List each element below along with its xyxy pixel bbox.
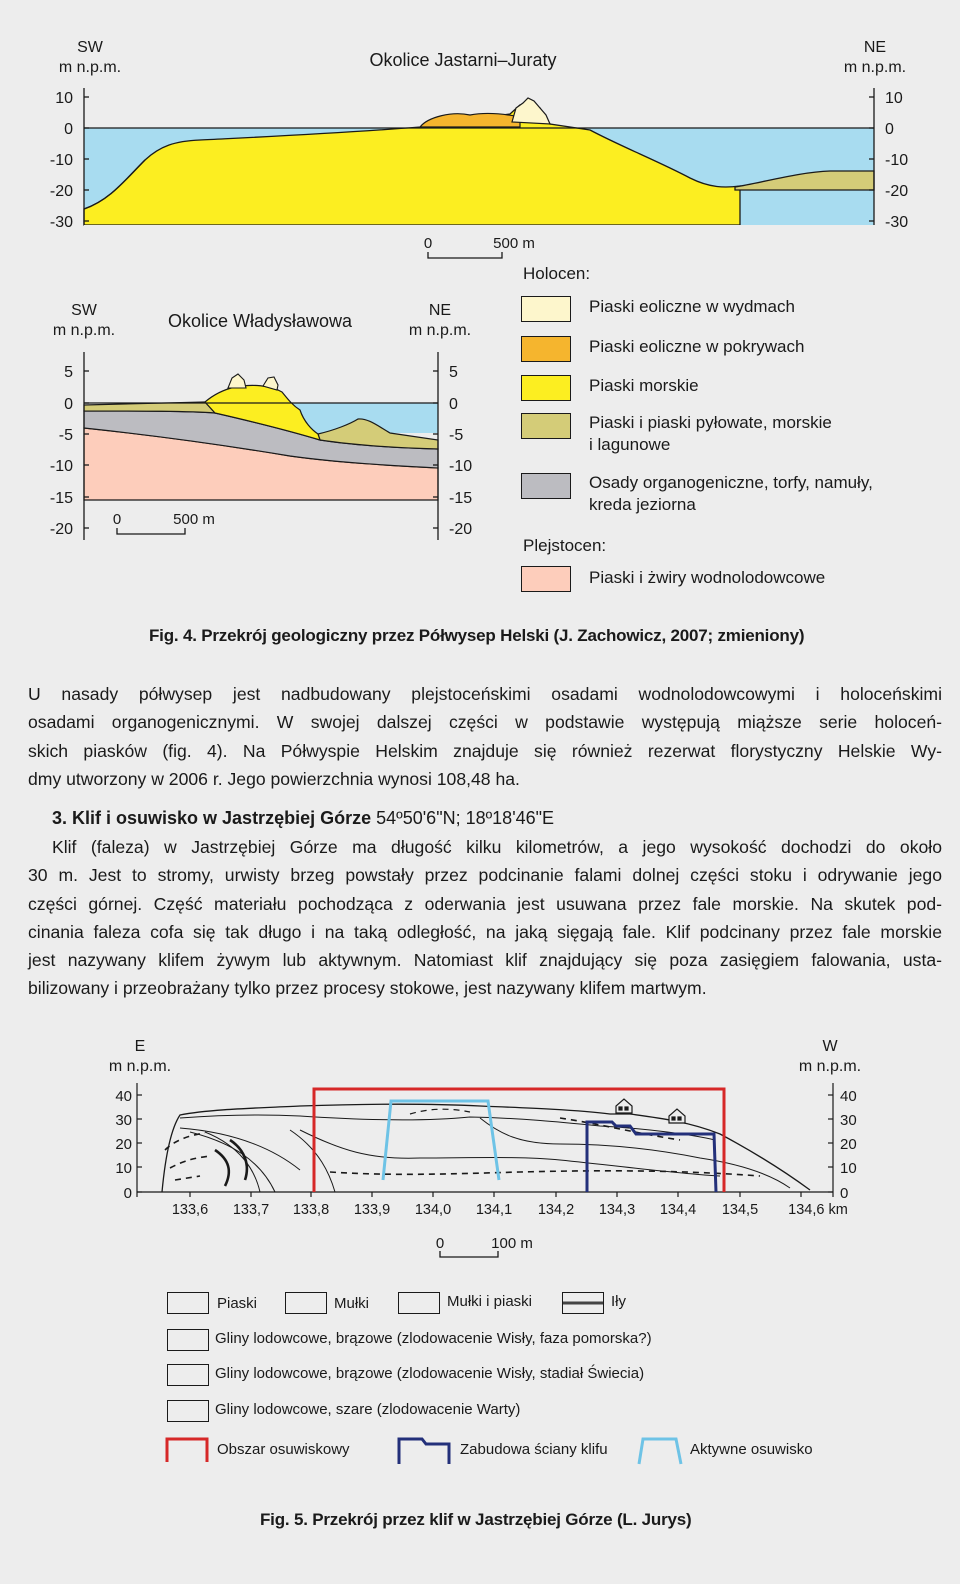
svg-text:-20: -20 (885, 183, 909, 200)
legend-piaski: Piaski (217, 1295, 258, 1312)
top-scale-len: 500 m (493, 235, 535, 252)
legend-ily: Iły (611, 1293, 626, 1310)
svg-text:133,9: 133,9 (353, 1202, 391, 1218)
svg-text:20: 20 (115, 1136, 132, 1153)
svg-text:10: 10 (885, 90, 903, 107)
active-landslide-outline (383, 1101, 499, 1180)
legend-swatch-lagoon-sand (521, 413, 571, 439)
top-left-unit: m n.p.m. (58, 59, 122, 76)
swatch-obszar (164, 1436, 210, 1464)
bottom-title: Okolice Władysławowa (167, 311, 353, 331)
bottom-right-dir: NE (428, 302, 452, 319)
svg-text:134,0: 134,0 (414, 1202, 452, 1218)
legend-cover-sand: Piaski eoliczne w pokrywach (589, 337, 805, 356)
fig5-scale-bar (440, 1251, 498, 1257)
svg-text:-20: -20 (49, 521, 73, 538)
svg-text:10: 10 (840, 1160, 857, 1177)
swatch-zabudowa (396, 1436, 452, 1466)
svg-text:133,6: 133,6 (171, 1202, 209, 1218)
svg-text:10: 10 (115, 1160, 132, 1177)
fig4-top-profile (0, 0, 960, 265)
legend-aktywne: Aktywne osuwisko (690, 1441, 813, 1458)
bottom-right-unit: m n.p.m. (408, 322, 472, 339)
legend-dune-sand: Piaski eoliczne w wydmach (589, 297, 795, 316)
fig4-bottom-profile (0, 265, 500, 555)
svg-text:-30: -30 (49, 214, 73, 231)
swatch-aktywne (636, 1436, 684, 1466)
svg-text:0: 0 (64, 121, 73, 138)
legend-swatch-organogenic (521, 473, 571, 499)
legend-marine-sand: Piaski morskie (589, 376, 699, 395)
paragraph-peninsula: U nasady półwysep jest nadbudowany plejstoceńskimi osadami wodnolodowcowymi i holoceńskimi osadami organogenicznymi. W swojej dalszej części w podstawie występują miąższe serie holoceń- skich piasków (fig. 4). Na Półwyspie Helskim znajduje się również rezerwat florystyczny Helskie Wy- dmy utworzony w 2006 r. Jego powierzchnia wynosi 108,48 ha. (28, 684, 942, 789)
legend-swatch-dune-sand (521, 296, 571, 322)
legend-lagoon-sand-1: Piaski i piaski pyłowate, morskie (589, 413, 832, 432)
section-heading (52, 808, 554, 829)
svg-text:20: 20 (840, 1136, 857, 1153)
svg-text:134,1: 134,1 (475, 1202, 513, 1218)
bottom-left-dir: SW (71, 302, 97, 319)
legend-swatch-glacifluvial (521, 566, 571, 592)
svg-text:0: 0 (840, 1185, 849, 1202)
svg-text:m n.p.m.: m n.p.m. (108, 1058, 172, 1075)
legend-organogenic-1: Osady organogeniczne, torfy, namuły, (589, 473, 873, 492)
svg-text:5: 5 (64, 364, 73, 381)
marine-sand (84, 105, 740, 225)
svg-text:134,3: 134,3 (598, 1202, 636, 1218)
top-scale-0: 0 (423, 235, 433, 252)
svg-text:0: 0 (64, 396, 73, 413)
svg-text:30: 30 (115, 1112, 132, 1129)
fig5-left-axis (137, 1083, 142, 1197)
top-left-dir: SW (77, 39, 103, 56)
legend-organogenic-2: kreda jeziorna (589, 495, 696, 514)
svg-text:-15: -15 (49, 490, 73, 507)
svg-text:-15: -15 (449, 490, 473, 507)
top-right-dir: NE (863, 39, 887, 56)
dune-1 (228, 374, 246, 388)
svg-text:-10: -10 (49, 152, 73, 169)
svg-text:-30: -30 (885, 214, 909, 231)
svg-text:-10: -10 (449, 458, 473, 475)
swatch-mulki (285, 1292, 327, 1314)
svg-text:133,7: 133,7 (232, 1202, 270, 1218)
paragraph-cliff: Klif (faleza) w Jastrzębiej Górze ma długość kilku kilometrów, a jego wysokość dochodzi do około 30 m. Jest to stromy, urwisty brzeg powstały przez podcinanie falami dolnej części stoku i odrywanie jego części górnej. Część materiału pochodząca z oderwania jest usuwana przez fale morskie. Na skutek pod- cinania faleza cofa się tak długo i na taką odległość, na jaką sięgają fale. Klif podcinany przez fale morskie jest nazywany klifem żywym lub aktywnym. Natomiast klif znajdujący się poza zasięgiem falowania, usta- bilizowany i przeobrażany tylko przez procesy stokowe, jest nazywany klifem martwym. (28, 837, 942, 999)
legend-holocene-label: Holocen: (523, 264, 591, 283)
legend-swatch-cover-sand (521, 336, 571, 362)
svg-text:-5: -5 (58, 427, 73, 444)
km-tick-labels (172, 1202, 848, 1218)
bottom-left-unit: m n.p.m. (52, 322, 116, 339)
svg-text:0: 0 (123, 1185, 132, 1202)
svg-text:m n.p.m.: m n.p.m. (798, 1058, 862, 1075)
legend-glacifluvial: Piaski i żwiry wodnolodowcowe (589, 568, 826, 587)
svg-text:-10: -10 (49, 458, 73, 475)
fig5-scale-len: 100 m (491, 1235, 533, 1252)
top-right-unit: m n.p.m. (843, 59, 907, 76)
top-title: Okolice Jastarni–Juraty (369, 50, 557, 70)
bottom-scale-0: 0 (112, 511, 122, 528)
aeolian-cover-sand (420, 114, 520, 127)
swatch-gliny-3 (167, 1400, 209, 1422)
legend-gliny-1: Gliny lodowcowe, brązowe (zlodowacenie Wisły, faza pomorska?) (215, 1330, 652, 1347)
svg-text:-20: -20 (449, 521, 473, 538)
svg-text:133,8: 133,8 (292, 1202, 330, 1218)
svg-text:5: 5 (449, 364, 458, 381)
svg-text:W: W (822, 1038, 838, 1055)
svg-text:40: 40 (840, 1088, 857, 1105)
fig5-caption: Fig. 5. Przekrój przez klif w Jastrzębiej Górze (L. Jurys) (260, 1510, 692, 1529)
bottom-scale-len: 500 m (173, 511, 215, 528)
svg-text:-20: -20 (49, 183, 73, 200)
fig5-cliff-section (0, 1030, 960, 1280)
legend-mulki: Mułki (334, 1295, 370, 1312)
house-icon-2 (669, 1109, 685, 1123)
svg-text:0: 0 (885, 121, 894, 138)
svg-text:10: 10 (55, 90, 73, 107)
legend-pleistocene-label: Plejstocen: (523, 536, 607, 555)
svg-text:0: 0 (449, 396, 458, 413)
swatch-piaski (167, 1292, 209, 1314)
dune-sand (512, 98, 550, 124)
svg-text:134,5: 134,5 (721, 1202, 759, 1218)
svg-text:-10: -10 (885, 152, 909, 169)
svg-text:134,6 km: 134,6 km (788, 1202, 848, 1218)
section-coords: 54º50'6"N; 18º18'46"E (376, 808, 555, 828)
legend-lagoon-sand-2: i lagunowe (589, 435, 671, 454)
legend-gliny-2: Gliny lodowcowe, brązowe (zlodowacenie Wisły, stadiał Świecia) (215, 1365, 645, 1382)
swatch-mulki-piaski (398, 1292, 440, 1314)
legend-swatch-marine-sand (521, 375, 571, 401)
svg-text:40: 40 (115, 1088, 132, 1105)
legend-gliny-3: Gliny lodowcowe, szare (zlodowacenie Warty) (215, 1401, 521, 1418)
bottom-scale-bar (117, 528, 185, 534)
swatch-gliny-1 (167, 1329, 209, 1351)
swatch-gliny-2 (167, 1364, 209, 1386)
house-icon-1 (616, 1099, 632, 1113)
fig4-caption: Fig. 4. Przekrój geologiczny przez Półwysep Helski (J. Zachowicz, 2007; zmieniony) (149, 626, 805, 645)
svg-text:-5: -5 (449, 427, 464, 444)
lagoon-sand-left (84, 402, 215, 413)
svg-text:30: 30 (840, 1112, 857, 1129)
section-title: 3. Klif i osuwisko w Jastrzębiej Górze (52, 808, 372, 828)
legend-mulki-piaski: Mułki i piaski (447, 1293, 533, 1310)
fig5-right-axis (828, 1083, 833, 1197)
svg-text:134,4: 134,4 (659, 1202, 697, 1218)
svg-text:134,2: 134,2 (537, 1202, 575, 1218)
svg-text:E: E (134, 1038, 146, 1055)
legend-zabudowa: Zabudowa ściany klifu (460, 1441, 608, 1458)
legend-obszar: Obszar osuwiskowy (217, 1441, 350, 1458)
swatch-ily (562, 1292, 604, 1314)
fig5-scale-0: 0 (435, 1235, 445, 1252)
